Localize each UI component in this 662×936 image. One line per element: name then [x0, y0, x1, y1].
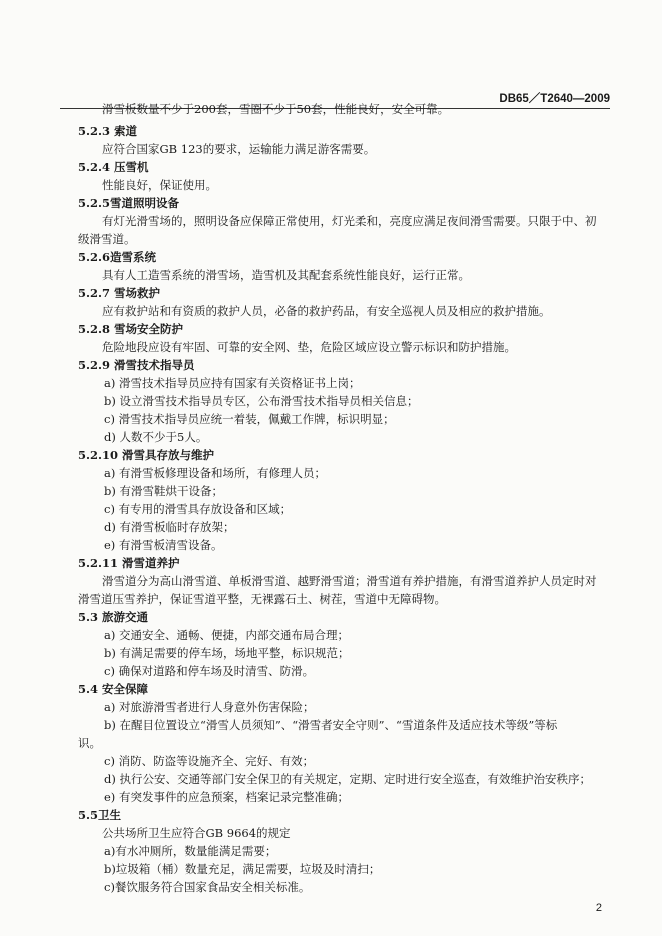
list-item: d) 有滑雪板临时存放架； — [104, 520, 235, 534]
list-item: c)餐饮服务符合国家食品安全相关标准。 — [104, 880, 311, 894]
section-heading: 5.2.5雪道照明设备 — [78, 196, 180, 210]
list-item: c) 消防、防盗等设施齐全、完好、有效； — [104, 754, 315, 768]
list-item: a) 有滑雪板修理设备和场所，有修理人员； — [104, 466, 326, 480]
paragraph-line: 识。 — [78, 736, 101, 750]
section-heading: 5.2.4 压雪机 — [78, 160, 149, 174]
paragraph-line: 滑雪道分为高山滑雪道、单板滑雪道、越野滑雪道；滑雪道有养护措施，有滑雪道养护人员定时对 — [102, 574, 597, 588]
paragraph-line: 性能良好，保证使用。 — [102, 178, 217, 192]
list-item: b) 有滑雪鞋烘干设备； — [104, 484, 224, 498]
section-heading: 5.2.9 滑雪技术指导员 — [78, 358, 195, 372]
section-heading: 5.5卫生 — [78, 808, 122, 822]
list-item: b) 有满足需要的停车场，场地平整，标识规范； — [104, 646, 350, 660]
list-item: a) 交通安全、通畅、便捷，内部交通布局合理； — [104, 628, 349, 642]
paragraph-line: 有灯光滑雪场的，照明设备应保障正常使用，灯光柔和，亮度应满足夜间滑雪需要。只限于中、初 — [102, 214, 597, 228]
paragraph-line: 级滑雪道。 — [78, 232, 136, 246]
list-item: b) 在醒目位置设立“滑雪人员须知”、“滑雪者安全守则”、“雪道条件及适应技术等级”等标 — [104, 718, 558, 732]
list-item: d) 执行公安、交通等部门安全保卫的有关规定，定期、定时进行安全巡查，有效维护治安秩序； — [104, 772, 591, 786]
paragraph-line: 危险地段应设有牢固、可靠的安全网、垫，危险区域应设立警示标识和防护措施。 — [102, 340, 516, 354]
list-item: e) 有滑雪板清雪设备。 — [104, 538, 223, 552]
list-item: b) 设立滑雪技术指导员专区，公布滑雪技术指导员相关信息； — [104, 394, 419, 408]
section-heading: 5.2.3 索道 — [78, 124, 138, 138]
section-heading: 5.2.11 滑雪道养护 — [78, 556, 180, 570]
list-item: c) 有专用的滑雪具存放设备和区域； — [104, 502, 292, 516]
section-heading: 5.2.10 滑雪具存放与维护 — [78, 448, 215, 462]
list-item: c) 滑雪技术指导员应统一着装，佩戴工作牌，标识明显； — [104, 412, 395, 426]
section-heading: 5.3 旅游交通 — [78, 610, 149, 624]
list-item: e) 有突发事件的应急预案，档案记录完整准确； — [104, 790, 349, 804]
list-item: b)垃圾箱（桶）数量充足，满足需要，垃圾及时清扫； — [104, 862, 381, 876]
list-item: c) 确保对道路和停车场及时清雪、防滑。 — [104, 664, 315, 678]
paragraph-line: 滑雪道压雪养护，保证雪道平整，无裸露石土、树茬，雪道中无障碍物。 — [78, 592, 446, 606]
section-heading: 5.2.8 雪场安全防护 — [78, 322, 184, 336]
paragraph-line: 应符合国家GB 123的要求，运输能力满足游客需要。 — [102, 142, 376, 156]
section-heading: 5.2.7 雪场救护 — [78, 286, 161, 300]
paragraph-line: 应有救护站和有资质的救护人员，必备的救护药品，有安全巡视人员及相应的救护措施。 — [102, 304, 551, 318]
list-item: a)有水冲厕所，数量能满足需要； — [104, 844, 277, 858]
paragraph-line: 具有人工造雪系统的滑雪场，造雪机及其配套系统性能良好，运行正常。 — [102, 268, 470, 282]
page-number: 2 — [595, 902, 602, 914]
paragraph-line: 公共场所卫生应符合GB 9664的规定 — [102, 826, 291, 840]
list-item: a) 对旅游滑雪者进行人身意外伤害保险； — [104, 700, 315, 714]
paragraph-line: 滑雪板数量不少于200套，雪圈不少于50套，性能良好，安全可靠。 — [102, 102, 450, 116]
section-heading: 5.4 安全保障 — [78, 682, 149, 696]
document-code: DB65／T2640—2009 — [499, 93, 610, 105]
section-heading: 5.2.6造雪系统 — [78, 250, 157, 264]
list-item: a) 滑雪技术指导员应持有国家有关资格证书上岗； — [104, 376, 361, 390]
list-item: d) 人数不少于5人。 — [104, 430, 208, 444]
